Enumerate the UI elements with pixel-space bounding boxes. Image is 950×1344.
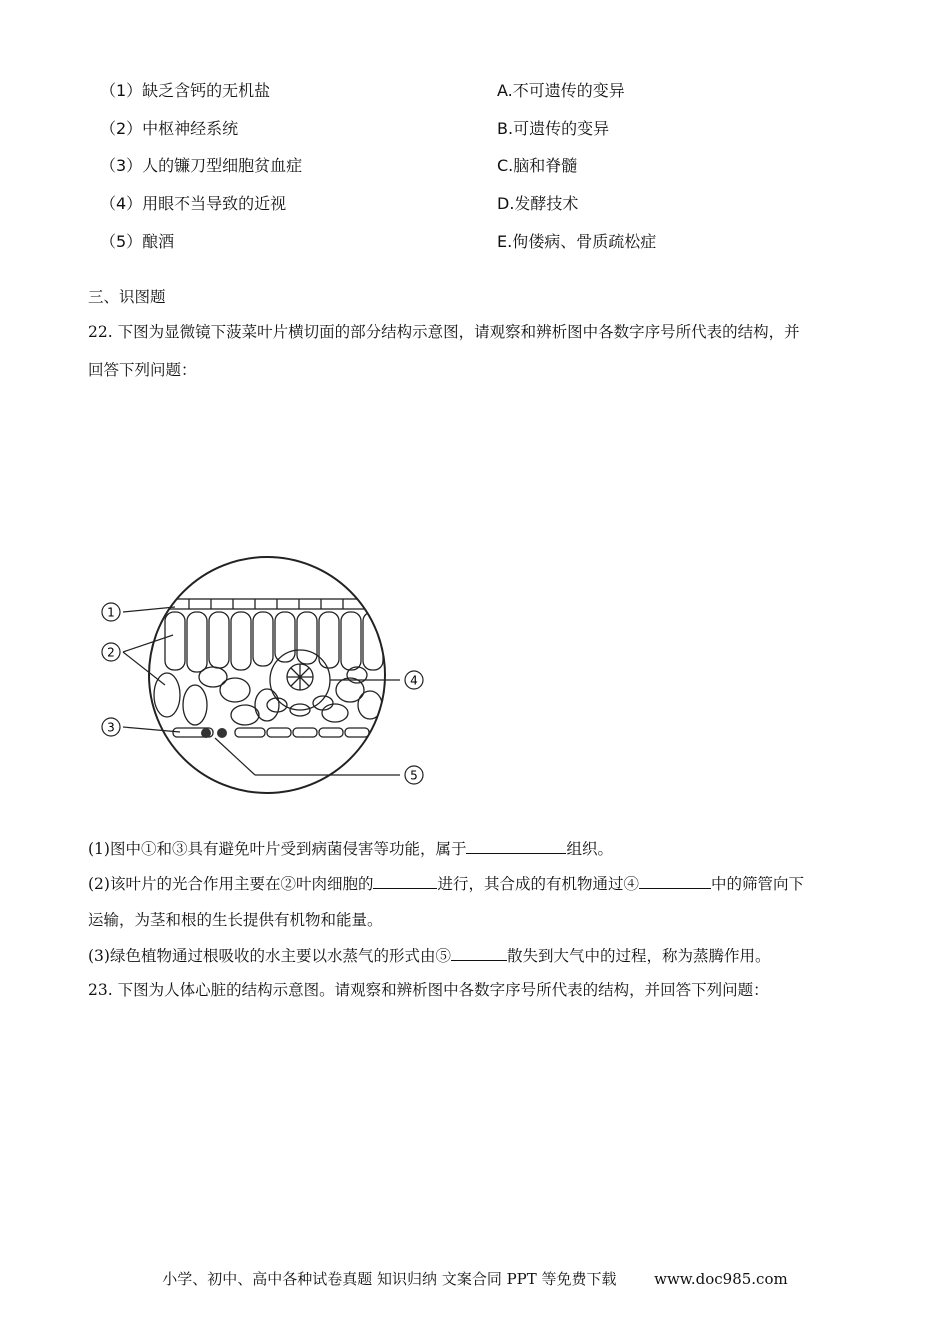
q23-stem: 23. 下图为人体心脏的结构示意图。请观察和辨析图中各数字序号所代表的结构，并回答下列问题： — [88, 981, 769, 999]
svg-text:4: 4 — [410, 673, 418, 688]
q22-sub1-text-a: (1)图中①和③具有避免叶片受到病菌侵害等功能，属于 — [88, 840, 467, 858]
answer-blank-1[interactable] — [466, 839, 566, 854]
q22-sub1-text-b: 组织。 — [566, 840, 613, 858]
answer-blank-2[interactable] — [373, 874, 437, 889]
q22-sub3-text-b: 散失到大气中的过程，称为蒸腾作用。 — [506, 947, 771, 965]
match-row-2 — [0, 116, 950, 144]
q22-stem-line2: 回答下列问题： — [88, 361, 197, 379]
match-right-1: A.不可遗传的变异 — [497, 81, 625, 100]
match-row-3 — [0, 153, 950, 181]
match-row-5 — [0, 229, 950, 257]
q22-sub3 — [88, 944, 770, 966]
q22-sub2 — [88, 872, 804, 894]
q22-sub3-text-a: (3)绿色植物通过根吸收的水主要以水蒸气的形式由⑤ — [88, 947, 451, 965]
q22-sub2-text-b: 进行，其合成的有机物通过④ — [437, 875, 639, 893]
section-heading: 三、识图题 — [88, 288, 166, 306]
footer-text: 小学、初中、高中各种试卷真题 知识归纳 文案合同 PPT 等免费下载 — [162, 1270, 617, 1288]
q22-stem-line1: 22. 下图为显微镜下菠菜叶片横切面的部分结构示意图，请观察和辨析图中各数字序号所代表的结构，并 — [88, 323, 800, 341]
match-right-4: D.发酵技术 — [497, 194, 579, 213]
answer-blank-3[interactable] — [639, 874, 711, 889]
match-left-3: （3）人的镰刀型细胞贫血症 — [100, 156, 303, 175]
q22-sub2-cont: 运输，为茎和根的生长提供有机物和能量。 — [88, 911, 383, 929]
match-row-1 — [0, 78, 950, 106]
footer-url[interactable]: www.doc985.com — [654, 1270, 788, 1288]
svg-text:2: 2 — [107, 645, 115, 660]
match-right-5: E.佝偻病、骨质疏松症 — [497, 232, 657, 251]
q22-sub2-text-c: 中的筛管向下 — [710, 875, 804, 893]
svg-text:1: 1 — [107, 605, 115, 620]
page-footer — [0, 1268, 950, 1289]
match-left-5: （5）酿酒 — [100, 232, 175, 251]
svg-text:5: 5 — [410, 768, 418, 783]
match-right-2: B.可遗传的变异 — [497, 119, 610, 138]
match-right-3: C.脑和脊髓 — [497, 156, 578, 175]
answer-blank-4[interactable] — [451, 946, 507, 961]
svg-text:3: 3 — [107, 720, 115, 735]
match-left-2: （2）中枢神经系统 — [100, 119, 239, 138]
q22-sub1 — [88, 837, 613, 859]
leaf-cross-section-figure — [95, 555, 435, 805]
match-left-1: （1）缺乏含钙的无机盐 — [100, 81, 271, 100]
match-left-4: （4）用眼不当导致的近视 — [100, 194, 287, 213]
match-row-4 — [0, 191, 950, 219]
q22-sub2-text-a: (2)该叶片的光合作用主要在②叶肉细胞的 — [88, 875, 374, 893]
